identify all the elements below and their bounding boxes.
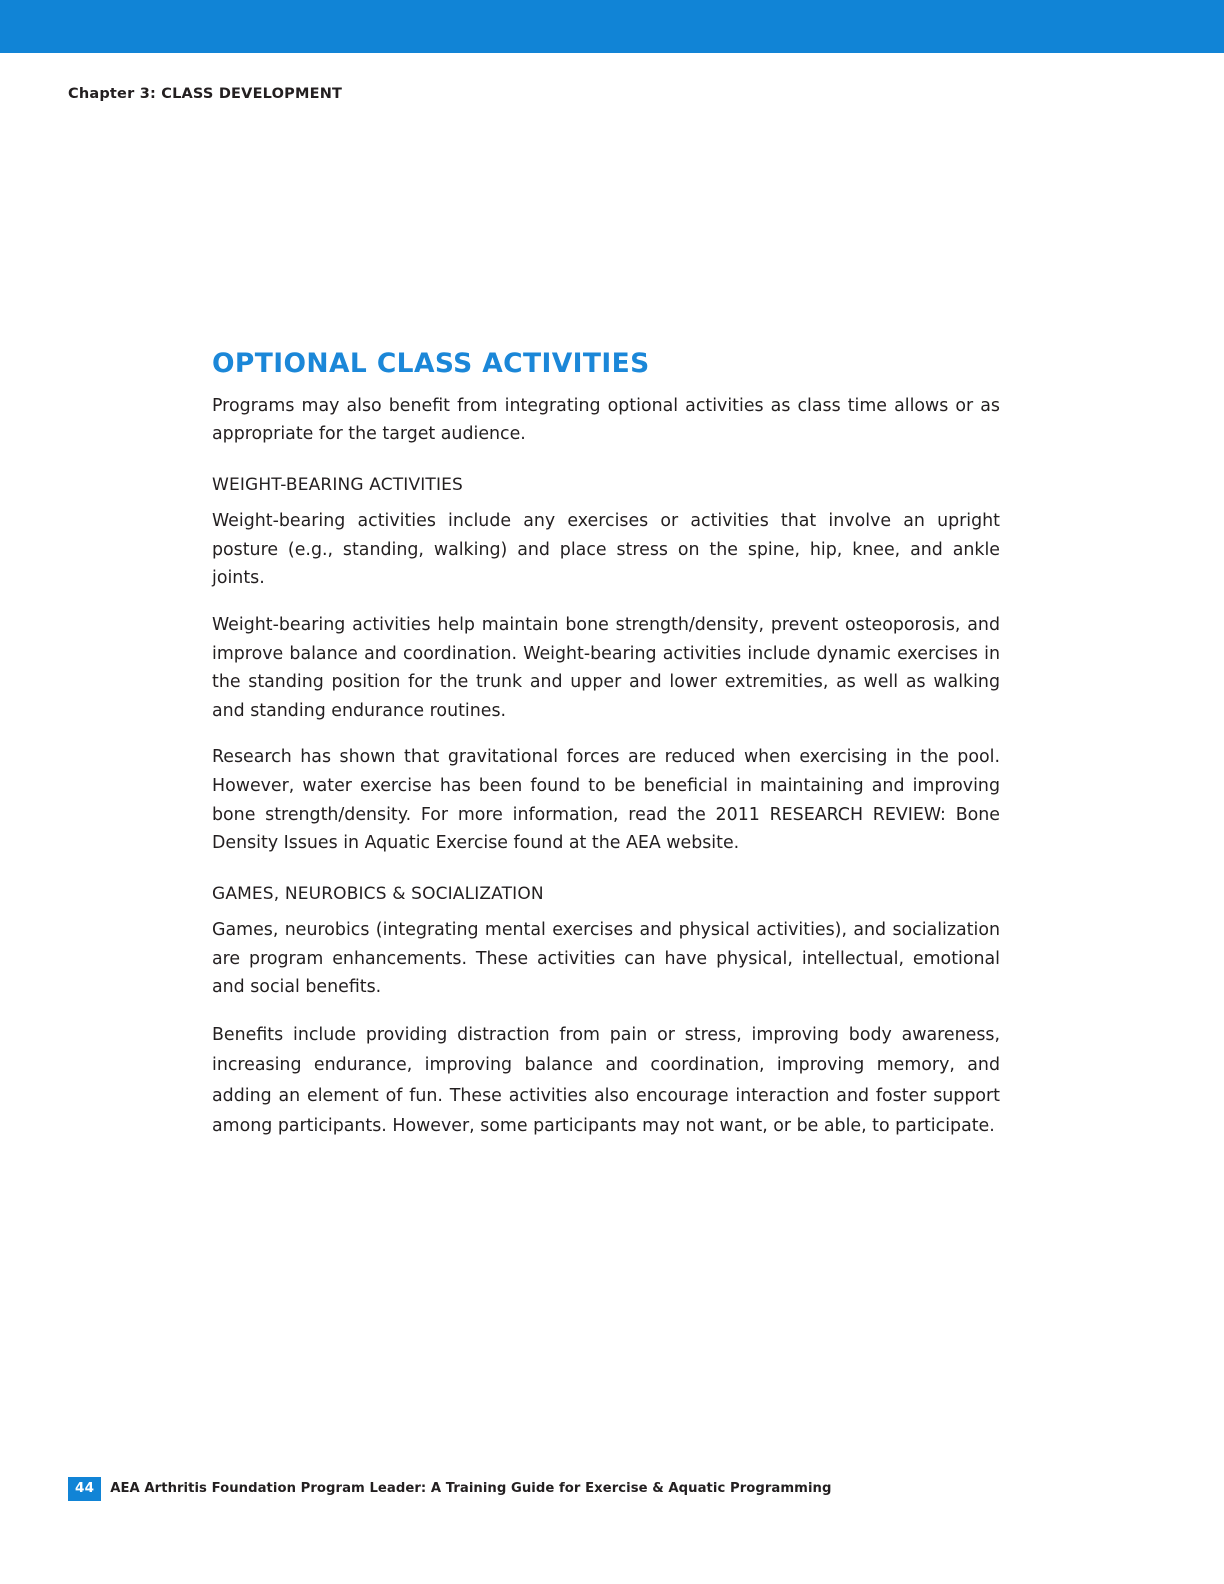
paragraph: Weight-bearing activities help maintain bone strength/density, prevent osteoporosis, and improve balance and coordination. Weight-bearing activities include dynamic exercises in the standing position for the trunk and upper and lower extremities, as well as walking and standing endurance routines. [212,614,1000,721]
page-footer [68,1477,831,1501]
page-title: OPTIONAL CLASS ACTIVITIES [212,348,650,379]
paragraph: Games, neurobics (integrating mental exercises and physical activities), and socialization are program enhancements. These activities can have physical, intellectual, emotional and social benefits. [212,920,1000,998]
footer-title: AEA Arthritis Foundation Program Leader: A Training Guide for Exercise & Aquatic Programming [110,1481,832,1497]
running-header: Chapter 3: CLASS DEVELOPMENT [68,86,343,102]
paragraph: Weight-bearing activities include any exercises or activities that involve an upright posture (e.g., standing, walking) and place stress on the spine, hip, knee, and ankle joints. [212,511,1000,589]
subheading-games-neurobics-socialization: GAMES, NEUROBICS & SOCIALIZATION [212,883,544,904]
paragraph: Benefits include providing distraction from pain or stress, improving body awareness, increasing endurance, improving balance and coordination, improving memory, and adding an element of fun. These activities also encourage interaction and foster support among participants. However, some participants may not want, or be able, to participate. [212,1024,1000,1137]
top-blue-band [0,0,1224,53]
page-content [212,350,1000,1142]
subheading-weight-bearing-activities: WEIGHT-BEARING ACTIVITIES [212,474,463,495]
intro-paragraph: Programs may also benefit from integrating optional activities as class time allows or as appropriate for the target audience. [212,395,1000,445]
paragraph: Research has shown that gravitational forces are reduced when exercising in the pool. However, water exercise has been found to be beneficial in maintaining and improving bone strength/density. For more information, read the 2011 RESEARCH REVIEW: Bone Density Issues in Aquatic Exercise found at the AEA website. [212,747,1000,854]
page-number-badge: 44 [68,1477,101,1501]
